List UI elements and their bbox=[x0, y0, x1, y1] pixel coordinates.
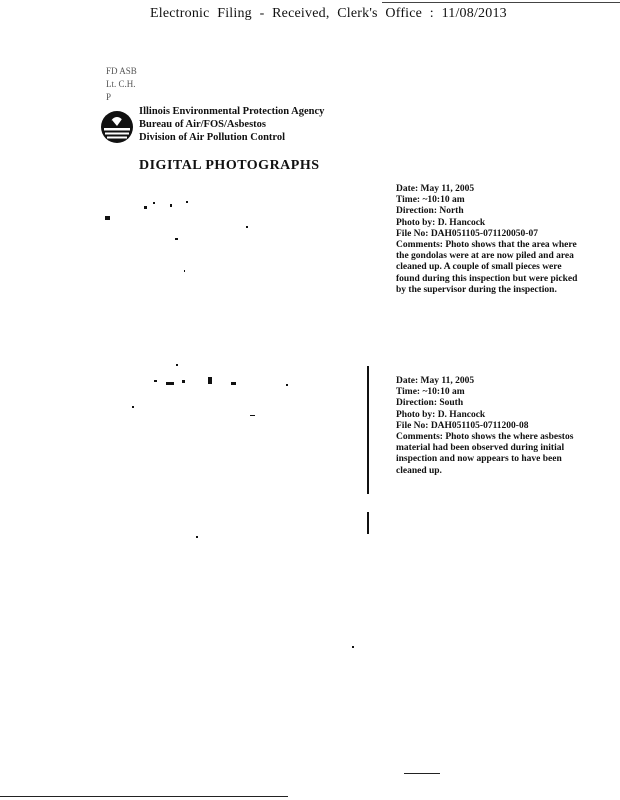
photo-2-comment-line: material had been observed during initial bbox=[396, 443, 565, 454]
doc-id-line-1: FD ASB bbox=[106, 66, 137, 76]
photo-1-comment-line: found during this inspection but were picked bbox=[396, 273, 578, 284]
photo-2-image bbox=[100, 360, 368, 560]
photo-2-caption bbox=[396, 376, 591, 477]
photo-2-comment-line: inspection and now appears to have been bbox=[396, 454, 562, 465]
photo-1-image bbox=[100, 180, 368, 350]
photo-1-direction: Direction: North bbox=[396, 206, 464, 217]
caption-divider bbox=[367, 366, 369, 494]
agency-bureau: Bureau of Air/FOS/Asbestos bbox=[139, 119, 266, 130]
photo-1-photographer: Photo by: D. Hancock bbox=[396, 217, 486, 228]
photo-2-time: Time: ~10:10 am bbox=[396, 387, 465, 398]
photo-1-caption bbox=[396, 184, 601, 296]
agency-name: Illinois Environmental Protection Agency bbox=[139, 106, 325, 117]
photo-1-comment-line: by the supervisor during the inspection. bbox=[396, 284, 557, 295]
photo-1-time: Time: ~10:10 am bbox=[396, 195, 465, 206]
photo-1-date: Date: May 11, 2005 bbox=[396, 184, 475, 194]
photo-1-file-no: File No: DAH051105-071120050-07 bbox=[396, 228, 538, 239]
iepa-seal-icon bbox=[100, 110, 134, 144]
page-number-rule bbox=[404, 773, 440, 774]
photo-1-comment-line: cleaned up. A couple of small pieces were bbox=[396, 262, 562, 273]
photo-2-comment-line: cleaned up. bbox=[396, 465, 442, 476]
top-rule bbox=[382, 2, 620, 3]
photo-1-comment-line: the gondolas were at are now piled and area bbox=[396, 251, 574, 262]
photo-1-comment-line: Comments: Photo shows that the area where bbox=[396, 240, 577, 251]
photo-2-comment-line: Comments: Photo shows the where asbestos bbox=[396, 432, 574, 443]
caption-divider bbox=[367, 512, 369, 534]
photo-2-file-no: File No: DAH051105-0711200-08 bbox=[396, 420, 529, 431]
photo-2-direction: Direction: South bbox=[396, 398, 464, 409]
doc-id-line-2: Lt. C.H. bbox=[106, 79, 136, 89]
photo-2-date: Date: May 11, 2005 bbox=[396, 376, 475, 386]
agency-division: Division of Air Pollution Control bbox=[139, 132, 286, 143]
photo-2-photographer: Photo by: D. Hancock bbox=[396, 409, 486, 420]
bottom-rule bbox=[0, 796, 288, 797]
document-title: DIGITAL PHOTOGRAPHS bbox=[139, 158, 320, 173]
scan-speck bbox=[352, 646, 354, 648]
filing-stamp: Electronic Filing - Received, Clerk's Office : 11/08/2013 bbox=[150, 6, 507, 21]
doc-id-line-3: P bbox=[106, 92, 112, 102]
